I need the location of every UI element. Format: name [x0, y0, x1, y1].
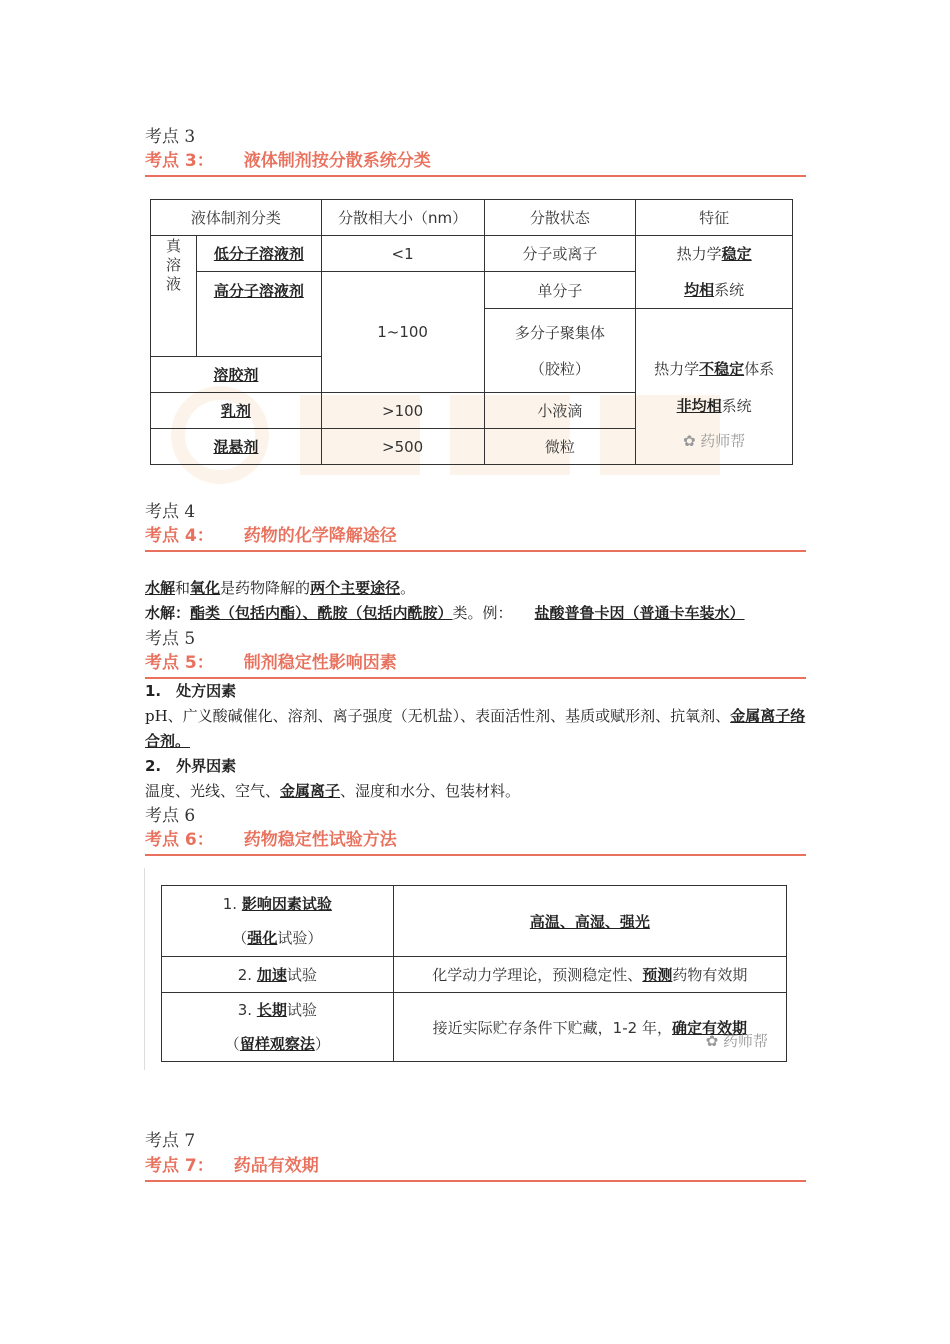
table-cell: 3. 长期试验 （留样观察法） [162, 993, 394, 1062]
section-5-paragraph-2: 温度、光线、空气、金属离子、湿度和水分、包装材料。 [145, 782, 521, 800]
feature-stable-cell: 热力学稳定 均相系统 [636, 236, 793, 309]
table-cell: <1 [321, 236, 484, 272]
table-cell: >100 [321, 393, 484, 429]
table-cell: >500 [321, 429, 484, 465]
table-cell: 接近实际贮存条件下贮藏，1-2 年，确定有效期 ✿ 药师帮 [393, 993, 786, 1062]
image-edge [144, 868, 145, 1070]
section-5-subheading-2: 2. 外界因素 [145, 757, 237, 775]
table-cell: 化学动力学理论，预测稳定性、预测药物有效期 [393, 957, 786, 993]
table-cell: 高温、高湿、强光 [393, 886, 786, 957]
section-7-heading: 考点 7： 药品有效期 [145, 1154, 806, 1182]
section-4-line-1: 水解和氧化是药物降解的两个主要途径。 [145, 579, 416, 597]
watermark-text: ✿ 药师帮 [705, 1032, 768, 1050]
table-cell: 混悬剂 [151, 429, 322, 465]
table-cell: 小液滴 [484, 393, 636, 429]
section-4-label: 考点 4 [145, 502, 196, 522]
table-header: 特征 [636, 200, 793, 236]
table-cell: 分子或离子 [484, 236, 636, 272]
section-7-label: 考点 7 [145, 1131, 196, 1151]
table-cell: 溶胶剂 [151, 357, 322, 393]
table-cell: 微粒 [484, 429, 636, 465]
table-cell: 多分子聚集体 （胶粒） [484, 309, 636, 393]
section-4-heading: 考点 4： 药物的化学降解途径 [145, 524, 806, 552]
watermark-text: ✿ 药师帮 [682, 432, 746, 450]
table-header: 液体制剂分类 [151, 200, 322, 236]
stability-test-methods-table [161, 885, 787, 1062]
section-3-label: 考点 3 [145, 127, 196, 147]
section-6-heading: 考点 6： 药物稳定性试验方法 [145, 828, 806, 856]
table-cell: 2. 加速试验 [162, 957, 394, 993]
table-cell: 单分子 [484, 272, 636, 309]
table-cell: 1~100 [321, 272, 484, 393]
true-solution-group: 真溶液 [151, 236, 197, 357]
section-5-paragraph-1: pH、广义酸碱催化、溶剂、离子强度（无机盐）、表面活性剂、基质或赋形剂、抗氧剂、金属离子络合剂。 [145, 707, 806, 750]
section-4-line-2: 水解：酯类（包括内酯）、酰胺（包括内酰胺）类。例： 盐酸普鲁卡因（普通卡车装水） [145, 604, 745, 622]
table-cell: 1. 影响因素试验 （强化试验） [162, 886, 394, 957]
section-5-subheading-1: 1. 处方因素 [145, 682, 237, 700]
table-cell: 低分子溶液剂 [196, 236, 321, 272]
table-header: 分散相大小（nm） [321, 200, 484, 236]
section-5-label: 考点 5 [145, 629, 196, 649]
section-3-heading: 考点 3： 液体制剂按分散系统分类 [145, 149, 806, 177]
section-5-heading: 考点 5： 制剂稳定性影响因素 [145, 651, 806, 679]
table-cell: 高分子溶液剂 [196, 272, 321, 357]
table-cell: 乳剂 [151, 393, 322, 429]
section-6-label: 考点 6 [145, 806, 196, 826]
dispersion-classification-table [150, 199, 793, 465]
table-header: 分散状态 [484, 200, 636, 236]
feature-unstable-cell: 热力学不稳定体系 非均相系统 ✿ 药师帮 [636, 309, 793, 465]
